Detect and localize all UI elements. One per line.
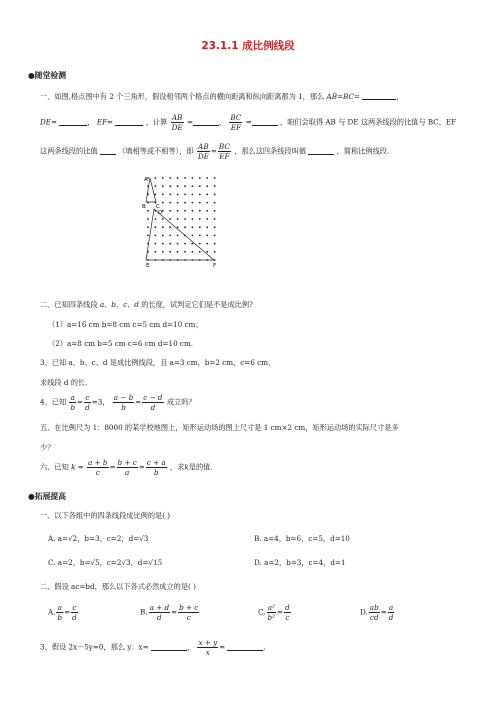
grid-dot <box>162 202 164 204</box>
label-f: F <box>213 263 217 269</box>
grid-dot <box>214 185 216 187</box>
section-heading: ●随堂检测 <box>28 71 66 80</box>
q1-text: 一、如图,格点图中有 2 个三角形，假设相邻两个格点的横向距离和纵向距离都为 1，那么 <box>40 92 325 101</box>
grid-dot <box>214 243 216 245</box>
grid-dot <box>184 218 186 220</box>
grid-dot <box>206 235 208 237</box>
grid-dot <box>214 194 216 196</box>
q6-frac-2: $\frac{b + c}{a}$ <box>117 458 137 477</box>
q1-text-b: 这两条线段的比值 <box>40 146 98 156</box>
grid-dot <box>162 177 164 179</box>
e1-option-a[interactable]: A. a=√2，b=3，c=2，d=√3 <box>48 534 149 543</box>
grid-dot <box>177 243 179 245</box>
e2-option-c[interactable]: C. $\frac{\text{a²}}{\text{b²}}$ = $\frac{d}{c}$ <box>258 603 290 622</box>
grid-dot <box>177 210 179 212</box>
q1-blank-equal[interactable] <box>100 147 116 155</box>
grid-dot <box>155 218 157 220</box>
grid-dot <box>184 210 186 212</box>
grid-dot <box>162 235 164 237</box>
grid-dot <box>192 210 194 212</box>
grid-dot <box>155 185 157 187</box>
grid-dot <box>199 251 201 253</box>
grid-dot <box>206 177 208 179</box>
q1-line2: DE= ， EF= ，计算 $\frac{AB}{DE}$ = ， $\frac{BC}{EF}$ = ，咱们会取得 AB 与 DE 这两条线段的比值与 BC，EF <box>40 113 457 132</box>
e3-frac: $\frac{x + y}{x}$ <box>198 638 218 657</box>
grid-dot <box>162 243 164 245</box>
grid-dot <box>155 226 157 228</box>
grid-dot <box>214 226 216 228</box>
grid-dot <box>147 218 149 220</box>
q1-text-b3: ，那么这四条线段叫做 <box>234 146 307 156</box>
grid-dot <box>155 177 157 179</box>
grid-dot <box>147 226 149 228</box>
grid-dot <box>214 218 216 220</box>
grid-dot <box>199 194 201 196</box>
q1-blank-ef[interactable] <box>115 118 143 126</box>
grid-dot <box>199 226 201 228</box>
grid-dot <box>206 194 208 196</box>
grid-dot <box>147 210 149 212</box>
grid-dot <box>192 243 194 245</box>
q4-text-c: 成立吗？ <box>166 397 196 407</box>
q2-text: 二、已知四条线段 <box>40 300 98 309</box>
e1-option-b[interactable]: B. a=4，b=6，c=5，d=10 <box>254 534 350 543</box>
label-c: C <box>156 204 160 210</box>
grid-dot <box>169 235 171 237</box>
q1-de: DE= <box>40 117 58 127</box>
q1-blank-ab[interactable] <box>362 92 396 100</box>
e3-blank-1[interactable] <box>151 643 187 651</box>
grid-dot <box>199 185 201 187</box>
grid-dot <box>177 177 179 179</box>
q6-frac-3: $\frac{c + a}{b}$ <box>146 458 166 477</box>
q2-item-1: （1）a=16 cm b=8 cm c=5 cm d=10 cm； <box>48 320 203 329</box>
grid-dot <box>155 243 157 245</box>
grid-dot <box>199 243 201 245</box>
grid-dot <box>214 202 216 204</box>
grid-dot <box>162 185 164 187</box>
q1-line1: 一、如图,格点图中有 2 个三角形，假设相邻两个格点的横向距离和纵向距离都为 1，那么 AB=BC= ， <box>40 92 404 101</box>
grid-dot <box>177 202 179 204</box>
e1-option-c[interactable]: C. a=2，b=√5，c=2√3，d=√15 <box>48 558 163 567</box>
e2-option-d[interactable]: D. $\frac{ab}{cd}$ = $\frac{a}{d}$ <box>360 603 394 622</box>
grid-dot <box>206 185 208 187</box>
grid-dot <box>199 235 201 237</box>
q1-frac-ab-de-2: $\frac{AB}{DE}$ <box>197 142 209 161</box>
section-heading-2: ●拓展提高 <box>28 492 66 501</box>
e2-option-a[interactable]: A. $\frac{a}{b}$ = $\frac{c}{d}$ <box>48 603 77 622</box>
grid-dot <box>147 235 149 237</box>
q1-blank-term[interactable] <box>308 147 334 155</box>
grid-dot <box>214 235 216 237</box>
grid-dot <box>214 177 216 179</box>
grid-dot <box>206 210 208 212</box>
grid-figure <box>142 172 222 272</box>
grid-dot <box>169 226 171 228</box>
grid-dot <box>184 177 186 179</box>
q1-frac-bc-ef: $\frac{BC}{EF}$ <box>230 113 242 132</box>
q4-frac-cmd-d: $\frac{c - d}{d}$ <box>143 393 163 412</box>
grid-dot <box>199 202 201 204</box>
grid-dot <box>206 202 208 204</box>
grid-dot <box>192 177 194 179</box>
q1-calc: ，计算 <box>145 117 168 127</box>
q1-blank-de[interactable] <box>59 118 87 126</box>
grid-dot <box>206 226 208 228</box>
grid-dot <box>206 243 208 245</box>
q1-frac-bc-ef-2: $\frac{BC}{EF}$ <box>218 142 230 161</box>
grid-dot <box>177 185 179 187</box>
q1-blank-ratio1[interactable] <box>193 118 219 126</box>
q2-text-b: 的长度，试判定它们是不是成比例? <box>141 300 253 309</box>
grid-dot <box>184 185 186 187</box>
grid-dot <box>177 235 179 237</box>
grid-dot <box>214 251 216 253</box>
e1-question: 一、以下各组中的四条线段成比例的是( ) <box>40 511 171 520</box>
grid-dot <box>162 251 164 253</box>
q3-line1: 3、已知 a、b、c、d 是成比例线段，且 a=3 cm，b=2 cm，c=6 cm， <box>40 358 276 367</box>
grid-dot <box>177 251 179 253</box>
grid-dot <box>169 243 171 245</box>
e1-option-d[interactable]: D. a=2，b=3，c=4，d=1 <box>254 558 346 567</box>
grid-dot <box>184 243 186 245</box>
grid-dot <box>162 226 164 228</box>
q6-text: 六、已知 <box>40 462 69 472</box>
grid-dots <box>147 177 215 261</box>
q6-frac-1: $\frac{a + b}{c}$ <box>88 458 108 477</box>
grid-dot <box>155 251 157 253</box>
e2-option-b[interactable]: B. $\frac{a + d}{d}$ = $\frac{b + c}{c}$ <box>140 603 199 622</box>
e3-text: 3、假设 2x－5y=0，那么 y：x= <box>40 642 149 652</box>
triangle-def <box>146 209 214 260</box>
grid-dot <box>192 185 194 187</box>
q1-blank-ratio2[interactable] <box>252 118 278 126</box>
q6-text-b: ，求 <box>170 462 185 472</box>
grid-dot <box>169 251 171 253</box>
q3-line2: 求线段 d 的长. <box>40 378 88 387</box>
grid-dot <box>155 194 157 196</box>
grid-dot <box>199 177 201 179</box>
q4-text: 4、已知 <box>40 397 67 407</box>
q2-vars: a、b、c、d <box>99 300 139 309</box>
e3-blank-2[interactable] <box>227 643 263 651</box>
grid-dot <box>192 251 194 253</box>
grid-dot <box>169 218 171 220</box>
grid-dot <box>169 185 171 187</box>
grid-dot <box>184 194 186 196</box>
grid-dot <box>184 226 186 228</box>
grid-dot <box>206 218 208 220</box>
grid-dot <box>192 235 194 237</box>
q1-line3: 这两条线段的比值 （填相等或不相等），即 $\frac{AB}{DE}$ = $\frac{BC}{EF}$ ，那么这四条线段叫做 ，简称比例线段. <box>40 142 390 161</box>
grid-dot <box>192 218 194 220</box>
grid-dot <box>177 194 179 196</box>
q5-line2: 少？ <box>40 443 55 452</box>
e2-question: 二、假设 ac=bd，那么以下各式必然成立的是( ) <box>40 582 196 591</box>
q1-ef: EF= <box>96 117 114 127</box>
q1-text-b2: （填相等或不相等），即 <box>118 146 194 156</box>
q6-text-d: 是的值. <box>188 462 213 472</box>
grid-dot <box>192 226 194 228</box>
q6-k2: k <box>184 462 189 472</box>
q4-text-b: =3， <box>91 397 110 407</box>
q4-frac-a-b: $\frac{a}{b}$ <box>70 393 76 412</box>
grid-dot <box>192 202 194 204</box>
page-title: 23.1.1 成比例线段 <box>201 40 295 52</box>
label-e: E <box>146 263 150 269</box>
grid-dot <box>162 218 164 220</box>
grid-dot <box>184 202 186 204</box>
grid-dot <box>169 202 171 204</box>
label-a: A <box>144 177 148 183</box>
grid-dot <box>206 251 208 253</box>
q4-line: 4、已知 $\frac{a}{b}$ = $\frac{c}{d}$ =3， $\frac{a - b}{b}$ = $\frac{c - d}{d}$ 成立吗？ <box>40 393 196 412</box>
grid-dot <box>169 210 171 212</box>
q6-k: k = <box>71 462 84 472</box>
q1-after: ，咱们会取得 AB 与 DE 这两条线段的比值与 BC，EF <box>279 117 457 127</box>
q5-line1: 五、在比例尺为 1：8000 的某学校地图上，矩形运动场的图上尺寸是 1 cm×2 cm，矩形运动场的实际尺寸是多 <box>40 423 399 432</box>
q1-ab-bc: AB=BC= <box>326 92 360 101</box>
grid-dot <box>169 194 171 196</box>
label-b: B <box>142 204 146 210</box>
q6-line: 六、已知 k = $\frac{a + b}{c}$ = $\frac{b + c}{a}$ = $\frac{c + a}{b}$ ，求k是的值. <box>40 458 213 477</box>
grid-dot <box>162 194 164 196</box>
q1-text-b4: ，简称比例线段. <box>336 146 390 156</box>
grid-dot <box>192 194 194 196</box>
grid-dot <box>169 177 171 179</box>
label-d: D <box>158 210 163 216</box>
q4-frac-amb-b: $\frac{a - b}{b}$ <box>113 393 134 412</box>
grid-dot <box>199 218 201 220</box>
q2-line <box>40 300 253 310</box>
grid-dot <box>177 226 179 228</box>
grid-dot <box>184 251 186 253</box>
q2-item-2: （2）a=8 cm b=5 cm c=6 cm d=10 cm. <box>48 339 194 348</box>
q1-frac-ab-de: $\frac{AB}{DE}$ <box>171 113 183 132</box>
grid-dot <box>199 210 201 212</box>
grid-dot <box>214 210 216 212</box>
grid-dot <box>177 218 179 220</box>
e3-line: 3、假设 2x－5y=0，那么 y：x= ， $\frac{x + y}{x}$ = . <box>40 638 266 657</box>
grid-dot <box>155 235 157 237</box>
q4-frac-c-d: $\frac{c}{d}$ <box>85 393 90 412</box>
